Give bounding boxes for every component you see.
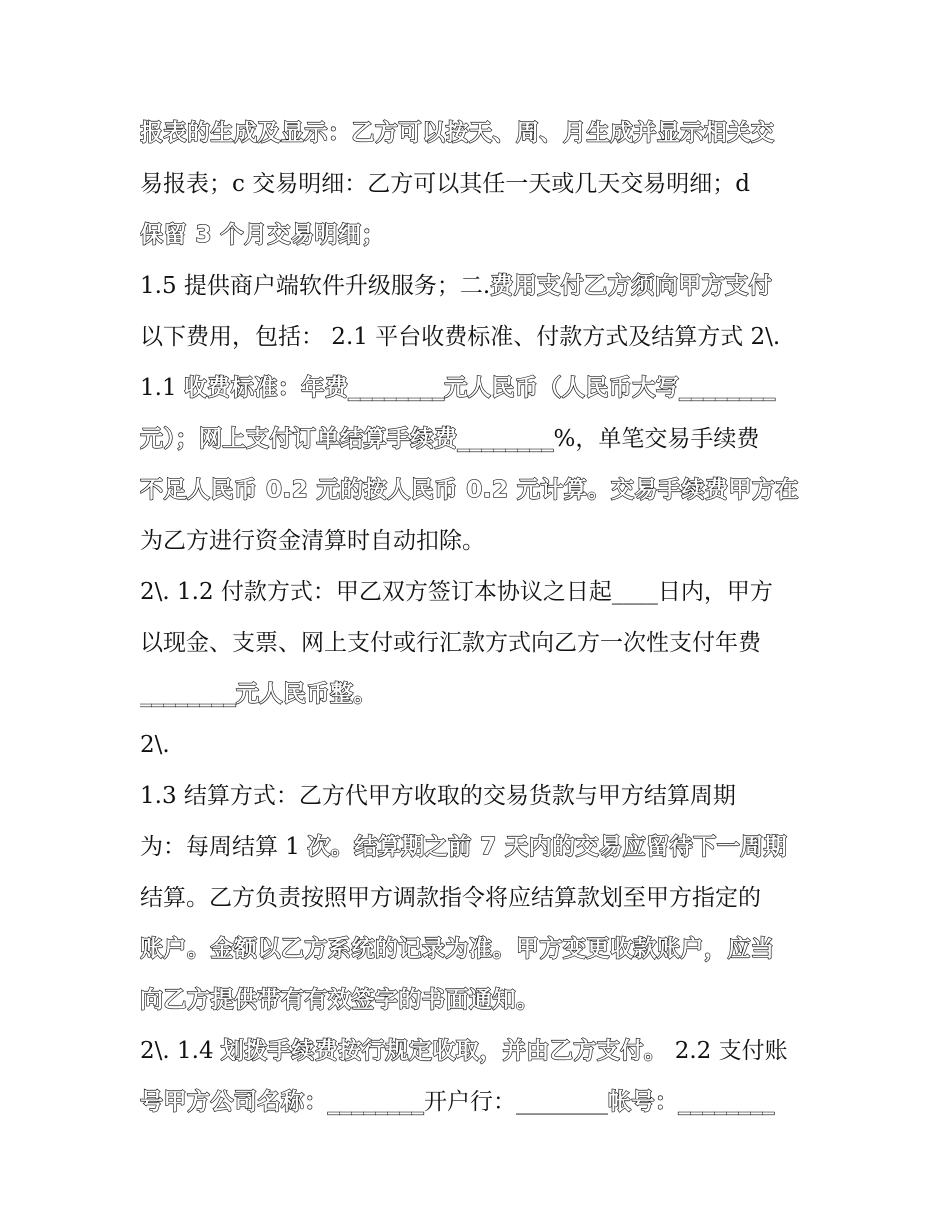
text-segment: 为乙方进行资金清算时自动扣除。	[140, 528, 485, 554]
text-segment: 2\. 1.4	[140, 1038, 221, 1064]
text-line	[140, 516, 820, 567]
text-segment: 2\.	[140, 732, 170, 758]
text-line	[140, 312, 820, 363]
text-segment: 1.1	[140, 375, 184, 401]
text-line	[140, 669, 820, 720]
text-segment: 1.3 结算方式：乙方代甲方收取的交易货款与甲方结算周期	[140, 783, 736, 809]
text-line	[140, 822, 820, 873]
outlined-text-segment: 向乙方提供带有有效签字的书面通知。	[140, 987, 540, 1013]
text-line	[140, 261, 820, 312]
text-segment: 以下费用，包括： 2.1 平台收费标准、付款方式及结算方式 2\.	[140, 324, 781, 350]
text-line	[140, 210, 820, 261]
text-line	[140, 924, 820, 975]
outlined-text-segment: 帐号：________	[608, 1089, 775, 1115]
text-line	[140, 465, 820, 516]
text-line	[140, 363, 820, 414]
text-line	[140, 1077, 820, 1128]
text-line	[140, 159, 820, 210]
document-body	[140, 108, 820, 1128]
outlined-text-segment: 报表的生成及显示：乙方可以按天、周、月生成并显示相关交	[140, 120, 775, 146]
text-segment: 以现金、支票、网上支付或行汇款方式向乙方一次性支付年费	[140, 630, 761, 656]
outlined-text-segment: 号甲方公司名称：________	[140, 1089, 424, 1115]
text-line	[140, 720, 820, 771]
outlined-text-segment: 不足人民币 0.2 元的按人民币 0.2 元计算。交易手续费甲方在	[140, 477, 800, 503]
outlined-text-segment: 保留 3 个月交易明细；	[140, 222, 386, 248]
outlined-text-segment: ________元人民币整。	[140, 681, 377, 707]
text-segment: 为：每周结算 1	[140, 834, 308, 860]
outlined-text-segment: 费用支付乙方须向甲方支付	[490, 273, 773, 299]
outlined-text-segment: 账户。金额以乙方系统的记录为准。甲方变更收款账户，应当	[140, 936, 775, 962]
outlined-text-segment: 划拨手续费按行规定收取，并由乙方支付。	[220, 1038, 668, 1064]
text-line	[140, 1026, 820, 1077]
text-line	[140, 567, 820, 618]
outlined-text-segment: 元）；网上支付订单结算手续费________	[140, 426, 554, 452]
text-line	[140, 414, 820, 465]
text-segment: 易报表；c 交易明细：乙方可以其任一天或几天交易明细；d	[140, 171, 750, 197]
text-line	[140, 873, 820, 924]
text-line	[140, 771, 820, 822]
text-segment: 开户行：________	[424, 1089, 608, 1115]
outlined-text-segment: 次。结算期之前 7 天内的交易应留待下一周期	[307, 834, 788, 860]
text-segment: %，单笔交易手续费	[553, 426, 760, 452]
text-segment: 2.2 支付账	[667, 1038, 788, 1064]
text-line	[140, 108, 820, 159]
text-line	[140, 975, 820, 1026]
text-line	[140, 618, 820, 669]
text-segment: 结算。乙方负责按照甲方调款指令将应结算款划至甲方指定的	[140, 885, 761, 911]
outlined-text-segment: 收费标准：年费________元人民币（人民币大写________	[183, 375, 776, 401]
text-segment: 1.5 提供商户端软件升级服务；二.	[140, 273, 491, 299]
text-segment: 2\. 1.2 付款方式：甲乙双方签订本协议之日起____日内，甲方	[140, 579, 773, 605]
